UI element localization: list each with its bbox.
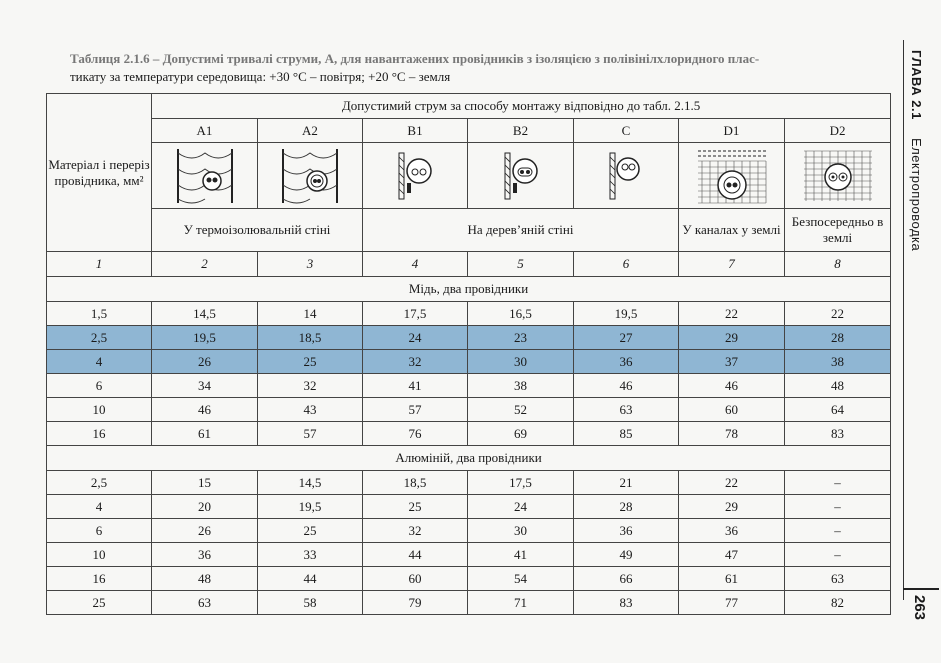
current-value-cell: 25 [363, 495, 468, 519]
mount-insulated-wall: У термоізолювальній стіні [152, 209, 363, 252]
current-value-cell: 14,5 [258, 471, 363, 495]
column-number: 4 [363, 252, 468, 277]
mount-location-row [47, 209, 891, 252]
current-value-cell: 52 [468, 398, 574, 422]
current-value-cell: 46 [152, 398, 258, 422]
current-value-cell: 19,5 [152, 326, 258, 350]
current-value-cell: 28 [574, 495, 679, 519]
current-value-cell: 36 [574, 350, 679, 374]
method-code: A1 [152, 119, 258, 143]
current-value-cell: 26 [152, 519, 258, 543]
current-value-cell: 66 [574, 567, 679, 591]
wire-conduit-on-wall-icon [363, 143, 468, 209]
current-value-cell: 25 [258, 350, 363, 374]
table-row-highlighted [47, 326, 891, 350]
current-value-cell: 38 [785, 350, 891, 374]
material-header: Матеріал і переріз провідника, мм² [47, 94, 152, 252]
table-row [47, 519, 891, 543]
page-number: 263 [911, 595, 928, 621]
current-value-cell: 17,5 [363, 302, 468, 326]
column-number: 6 [574, 252, 679, 277]
current-value-cell: 24 [363, 326, 468, 350]
cable-directly-in-ground-icon [785, 143, 891, 209]
current-value-cell: 16,5 [468, 302, 574, 326]
current-value-cell: 27 [574, 326, 679, 350]
current-value-cell: 14 [258, 302, 363, 326]
current-value-cell: 21 [574, 471, 679, 495]
current-value-cell: 29 [679, 326, 785, 350]
current-value-cell: 38 [468, 374, 574, 398]
current-value-cell: 34 [152, 374, 258, 398]
current-value-cell: 17,5 [468, 471, 574, 495]
cable-conduit-on-wall-icon [468, 143, 574, 209]
current-value-cell: 63 [152, 591, 258, 615]
current-value-cell: 43 [258, 398, 363, 422]
cable-in-insulated-wall-icon [258, 143, 363, 209]
current-value-cell: 48 [152, 567, 258, 591]
current-value-cell: 63 [785, 567, 891, 591]
current-table [46, 93, 891, 615]
cross-section-cell: 4 [47, 350, 152, 374]
current-value-cell: 69 [468, 422, 574, 446]
sidebar-divider [903, 40, 904, 600]
current-value-cell: 29 [679, 495, 785, 519]
cross-section-cell: 4 [47, 495, 152, 519]
current-value-cell: 71 [468, 591, 574, 615]
current-value-cell: 57 [363, 398, 468, 422]
method-code: A2 [258, 119, 363, 143]
current-value-cell: 24 [468, 495, 574, 519]
cross-section-cell: 16 [47, 567, 152, 591]
method-code: B1 [363, 119, 468, 143]
section-title-aluminium: Алюміній, два провідники [47, 446, 891, 471]
column-number-row [47, 252, 891, 277]
current-value-cell: 49 [574, 543, 679, 567]
table-row [47, 471, 891, 495]
current-value-cell: 79 [363, 591, 468, 615]
cross-section-cell: 2,5 [47, 326, 152, 350]
table-caption [70, 50, 900, 86]
current-value-cell: 60 [679, 398, 785, 422]
cross-section-cell: 6 [47, 374, 152, 398]
current-value-cell: 26 [152, 350, 258, 374]
current-value-cell: 28 [785, 326, 891, 350]
method-code: B2 [468, 119, 574, 143]
current-value-cell: 85 [574, 422, 679, 446]
mount-wooden-wall: На дерев’яній стіні [363, 209, 679, 252]
current-value-cell: 54 [468, 567, 574, 591]
table-row [47, 591, 891, 615]
current-value-cell: 18,5 [258, 326, 363, 350]
current-value-cell: 22 [679, 471, 785, 495]
current-value-cell: – [785, 543, 891, 567]
current-value-cell: 33 [258, 543, 363, 567]
method-code: D2 [785, 119, 891, 143]
current-value-cell: 32 [363, 350, 468, 374]
current-value-cell: 18,5 [363, 471, 468, 495]
current-value-cell: 82 [785, 591, 891, 615]
current-value-cell: 44 [363, 543, 468, 567]
method-icons-row [47, 143, 891, 209]
current-value-cell: 64 [785, 398, 891, 422]
page-number-rule [903, 588, 939, 590]
column-number: 3 [258, 252, 363, 277]
table-row [47, 567, 891, 591]
current-value-cell: 57 [258, 422, 363, 446]
cable-on-wooden-wall-icon [574, 143, 679, 209]
column-number: 8 [785, 252, 891, 277]
current-value-cell: 41 [468, 543, 574, 567]
caption-line-1: Таблиця 2.1.6 – Допустимі тривалі струми, А, для навантажених провідників з ізоляцією з полівінілхлоридного плас- [70, 51, 760, 66]
current-value-cell: 22 [785, 302, 891, 326]
current-value-cell: 46 [679, 374, 785, 398]
current-value-cell: 23 [468, 326, 574, 350]
current-value-cell: 19,5 [574, 302, 679, 326]
current-value-cell: 63 [574, 398, 679, 422]
chapter-label: ГЛАВА 2.1 [909, 50, 924, 120]
current-value-cell: – [785, 495, 891, 519]
method-code: D1 [679, 119, 785, 143]
current-value-cell: 30 [468, 519, 574, 543]
current-value-cell: 25 [258, 519, 363, 543]
cross-section-cell: 25 [47, 591, 152, 615]
column-number: 5 [468, 252, 574, 277]
current-value-cell: – [785, 471, 891, 495]
current-value-cell: 36 [152, 543, 258, 567]
running-head [909, 50, 924, 251]
current-value-cell: 61 [679, 567, 785, 591]
cross-section-cell: 10 [47, 398, 152, 422]
table-row [47, 302, 891, 326]
cable-in-duct-in-ground-icon [679, 143, 785, 209]
table-row [47, 374, 891, 398]
current-value-cell: – [785, 519, 891, 543]
method-codes-row [47, 119, 891, 143]
cross-section-cell: 10 [47, 543, 152, 567]
current-value-cell: 30 [468, 350, 574, 374]
current-value-cell: 58 [258, 591, 363, 615]
method-code: C [574, 119, 679, 143]
chapter-sidebar [899, 40, 941, 640]
table-row-highlighted [47, 350, 891, 374]
group-header: Допустимий струм за способу монтажу відповідно до табл. 2.1.5 [152, 94, 891, 119]
caption-line-2: тикату за температури середовища: +30 °С – повітря; +20 °С – земля [70, 69, 451, 84]
cross-section-cell: 6 [47, 519, 152, 543]
current-value-cell: 15 [152, 471, 258, 495]
current-value-cell: 78 [679, 422, 785, 446]
current-value-cell: 36 [679, 519, 785, 543]
current-value-cell: 20 [152, 495, 258, 519]
table-row [47, 422, 891, 446]
mount-ground-duct: У каналах у землі [679, 209, 785, 252]
current-value-cell: 83 [785, 422, 891, 446]
table-row [47, 495, 891, 519]
current-value-cell: 14,5 [152, 302, 258, 326]
current-value-cell: 46 [574, 374, 679, 398]
current-value-cell: 76 [363, 422, 468, 446]
section-title-copper: Мідь, два провідники [47, 277, 891, 302]
wire-in-insulated-wall-icon [152, 143, 258, 209]
column-number: 7 [679, 252, 785, 277]
column-number: 2 [152, 252, 258, 277]
mount-direct-ground: Безпосередньо в землі [785, 209, 891, 252]
current-value-cell: 77 [679, 591, 785, 615]
current-value-cell: 36 [574, 519, 679, 543]
current-value-cell: 48 [785, 374, 891, 398]
chapter-title: Електропроводка [909, 138, 924, 252]
current-value-cell: 44 [258, 567, 363, 591]
current-value-cell: 32 [258, 374, 363, 398]
current-value-cell: 19,5 [258, 495, 363, 519]
cross-section-cell: 1,5 [47, 302, 152, 326]
current-value-cell: 61 [152, 422, 258, 446]
cross-section-cell: 2,5 [47, 471, 152, 495]
table-row [47, 543, 891, 567]
current-value-cell: 83 [574, 591, 679, 615]
column-number: 1 [47, 252, 152, 277]
current-value-cell: 22 [679, 302, 785, 326]
current-value-cell: 41 [363, 374, 468, 398]
current-value-cell: 37 [679, 350, 785, 374]
cross-section-cell: 16 [47, 422, 152, 446]
table-row [47, 398, 891, 422]
current-value-cell: 47 [679, 543, 785, 567]
current-value-cell: 60 [363, 567, 468, 591]
current-value-cell: 32 [363, 519, 468, 543]
